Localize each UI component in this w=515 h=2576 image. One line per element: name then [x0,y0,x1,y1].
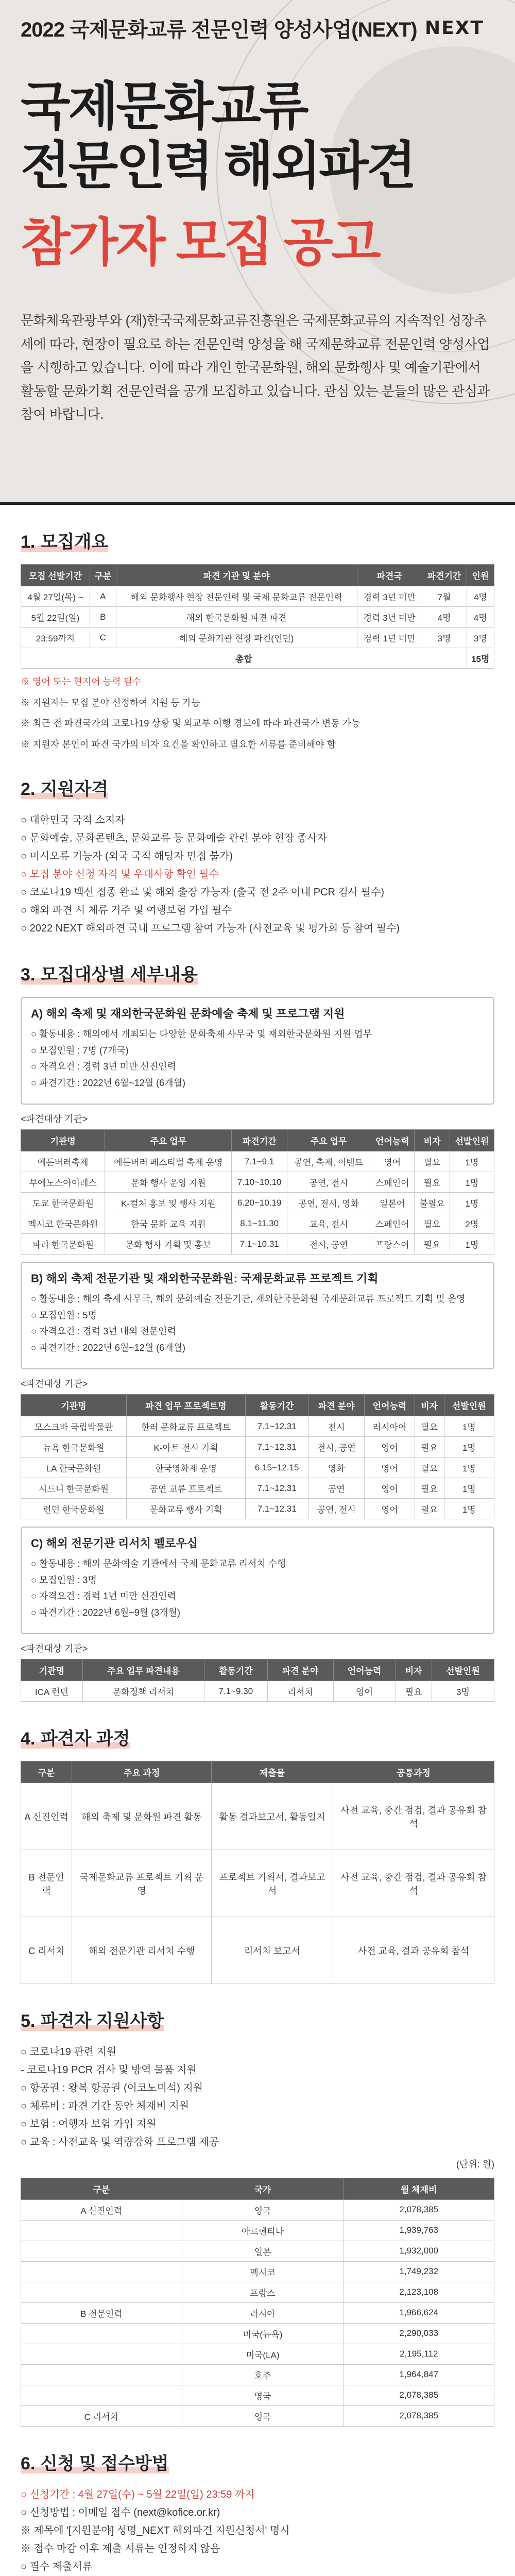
application-list: ○ 신청기간 : 4월 27일(수) ~ 5월 22일(일) 23:59 까지 ○ 신청방법 : 이메일 접수 (next@kofice.or.kr) ※ 제목에 '[지원분야] 성명_NEXT 해외파견 지원신청서' 명시 ※ 접수 마감 이후 제출 서류는 인정하지 않음 ○ 필수 제출서류 [21,2486,494,2576]
budget-table: 구분 국가 월 체재비 A 신진인력 영국 2,078,385 아르헨티나 1,939,763 일본 1,932,000 멕시코 1,749,232 프랑스 2,123,108 B 전문인력 러시아 1,966,624 미국(뉴욕) 2,290,033 미국(LA) 2,195,112 호주 1,964,847 영국 2,078,385 C 리서치 영국 2,078,385 [21,2178,494,2427]
table-row: A 신진인력 해외 축제 및 문화원 파견 활동 활동 결과보고서, 활동일지 사전 교육, 중간 점검, 결과 공유회 참석 [21,1783,494,1850]
section-application [0,2449,515,2576]
table-row: ICA 런던 문화정책 리서치 7.1~9.30 리서치 영어 필요 3명 [21,1681,494,1702]
category-a-table: 기관명 주요 업무 파견기간 주요 업무 언어능력 비자 선발인원 에든버러축제 에든버러 페스티벌 축제 운영 7.1~9.1 공연, 축제, 이벤트 영어 필요 1명 부에노스아이레스 문화 행사 운영 지원 7.10~10.10 공연, 전시 스페인어 필요 1명 도쿄 한국문화원 K-컬처 홍보 및 행사 지원 6.20~10.19 공연, 전시, 영화 일본어 불필요 1명 멕시코 한국문화원 한국 문화 교육 지원 8.1~11.30 교육, 전시 스페인어 필요 2명 파리 한국문화원 문화 행사 기획 및 홍보 7.1~10.31 전시, 공연 프랑스어 필요 1명 [21,1129,494,1255]
table-row: C 리서치 영국 2,078,385 [21,2405,494,2426]
overview-table: 모집 선발기간 구분 파견 기관 및 분야 파견국 파견기간 인원 4월 27일(목) ~ A 해외 문화행사 현장 전문인력 및 국제 문화교류 전문인력 경력 3년 미만 7월 4명 5월 22일(일) B 해외 한국문화원 파견 파견 경력 3년 미만 4명 4명 23:59까지 C 해외 문화기관 현장 파견(인턴) 경력 1년 미만 3명 3명 총합 15명 [21,564,494,669]
email-link[interactable]: ○ 신청방법 : 이메일 접수 (next@kofice.or.kr) [21,2506,220,2518]
note: ※ 영어 또는 현지어 능력 필수 [21,676,142,687]
section-title: 6. 신청 및 접수방법 [21,2453,169,2473]
category-c-box: C) 해외 전문기관 리서치 펠로우십 ○ 활동내용 : 해외 문화예술 기관에서 국제 문화교류 리서치 수행 ○ 모집인원 : 3명 ○ 자격요건 : 경력 1년 미만 신진인력 ○ 파견기간 : 2022년 6월~9월 (3개월) [21,1527,494,1634]
table-row: B 전문인력 러시아 1,966,624 [21,2302,494,2323]
table-row: LA 한국문화원 한국영화제 운영 6.15~12.15 영화 영어 필요 1명 [21,1458,494,1478]
table-row: 영국 2,078,385 [21,2385,494,2405]
table-row: 부에노스아이레스 문화 행사 운영 지원 7.10~10.10 공연, 전시 스페인어 필요 1명 [21,1172,494,1193]
intro-text: 문화체육관광부와 (재)한국국제문화교류진흥원은 국제문화교류의 지속적인 성장추세에 따라, 현장이 필요로 하는 전문인력 양성을 해 국제문화교류 전문인력 양성사업을 시행하고 있습니다. 이에 따라 개인 한국문화원, 해외 문화행사 및 예술기관에서 활동할 문화기획 전문인력을 공개 모집하고 있습니다. 관심 있는 분들의 많은 관심과 참여 바랍니다. [21,313,490,422]
section-support: 5. 파견자 지원사항 ○ 코로나19 관련 지원 - 코로나19 PCR 검사 및 방역 물품 지원 ○ 항공권 : 왕복 항공권 (이코노미석) 지원 ○ 체류비 : 파견 기간 동안 체재비 지원 ○ 보험 : 여행자 보험 가입 지원 ○ 교육 : 사전교육 및 역량강화 프로그램 제공 (단위: 원) 구분 국가 월 체재비 A 신진인력 영국 2,078,385 아르헨티나 1,939,763 일본 1,932,000 멕시코 1,749,232 프랑스 2,123,108 B 전문인력 러시아 1,966,624 미국(뉴욕) 2,290,033 미국(LA) 2,195,112 호주 1,964,847 영국 2,078,385 C 리서치 영국 2,078,385 [0,2007,515,2427]
table-row: C 리서치 해외 전문기관 리서치 수행 리서치 보고서 사전 교육, 결과 공유회 참석 [21,1917,494,1984]
section-recruit-overview [0,528,515,752]
category-b-table: 기관명 파견 업무 프로젝트명 활동기간 파견 분야 언어능력 비자 선발인원 모스크바 국립박물관 한러 문화교류 프로젝트 7.1~12.31 전시 러시아어 필요 1명 뉴욕 한국문화원 K-아트 전시 기획 7.1~12.31 전시, 공연 영어 필요 1명 LA 한국문화원 한국영화제 운영 6.15~12.15 영화 영어 필요 1명 시드니 한국문화원 공연 교류 프로젝트 7.1~12.31 공연 영어 필요 1명 런던 한국문화원 문화교류 행사 기획 7.1~12.31 공연, 전시 영어 필요 1명 [21,1394,494,1519]
hero-banner [0,0,515,505]
table-row: 4월 27일(목) ~ A 해외 문화행사 현장 전문인력 및 국제 문화교류 전문인력 경력 3년 미만 7월 4명 [21,586,494,607]
title-line-3: 참가자 모집 공고 [21,214,379,272]
note: ※ 지원자 본인이 파견 국가의 비자 요건을 확인하고 필요한 서류를 준비해야 함 [21,739,336,750]
title-line-1: 국제문화교류 전문인력 해외파견 [21,78,415,195]
top-bar [0,0,515,43]
section-title: 4. 파견자 과정 [21,1729,130,1749]
table-row: 뉴욕 한국문화원 K-아트 전시 기획 7.1~12.31 전시, 공연 영어 필요 1명 [21,1437,494,1458]
table-row: 아르헨티나 1,939,763 [21,2220,494,2241]
table-row: 일본 1,932,000 [21,2241,494,2261]
table-row: 미국(LA) 2,195,112 [21,2344,494,2364]
support-list: ○ 코로나19 관련 지원 - 코로나19 PCR 검사 및 방역 물품 지원 ○ 항공권 : 왕복 항공권 (이코노미석) 지원 ○ 체류비 : 파견 기간 동안 체재비 지원 ○ 보험 : 여행자 보험 가입 지원 ○ 교육 : 사전교육 및 역량강화 프로그램 제공 [21,2046,219,2148]
section-details: 3. 모집대상별 세부내용 A) 해외 축제 및 재외한국문화원 문화예술 축제 및 프로그램 지원 ○ 활동내용 : 해외에서 개최되는 다양한 문화축제 사무국 및 재외한국문화원 지원 업무 ○ 모집인원 : 7명 (7개국) ○ 자격요건 : 경력 3년 미만 신진인력 ○ 파견기간 : 2022년 6월~12월 (6개월) <파견대상 기관> 기관명 주요 업무 파견기간 주요 업무 언어능력 비자 선발인원 에든버러축제 에든버러 페스티벌 축제 운영 7.1~9.1 공연, 축제, 이벤트 영어 필요 1명 부에노스아이레스 문화 행사 운영 지원 7.10~10.10 공연, 전시 스페인어 필요 1명 도쿄 한국문화원 K-컬처 홍보 및 행사 지원 6.20~10.19 공연, 전시, 영화 일본어 불필요 1명 멕시코 한국문화원 한국 문화 교육 지원 8.1~11.30 교육, 전시 스페인어 필요 2명 파리 한국문화원 문화 행사 기획 및 홍보 7.1~10.31 전시, 공연 프랑스어 필요 1명 B) 해외 축제 전문기관 및 재외한국문화원: 국제문화교류 프로젝트 기획 ○ 활동내용 : 해외 축제 사무국, 해외 문화예술 전문기관, 재외한국문화원 국제문화교류 프로젝트 기획 및 운영 ○ 모집인원 : 5명 ○ 자격요건 : 경력 3년 내외 전문인력 ○ 파견기간 : 2022년 6월~12월 (6개월) <파견대상 기관> 기관명 파견 업무 프로젝트명 활동기간 파견 분야 언어능력 비자 선발인원 모스크바 국립박물관 한러 문화교류 프로젝트 7.1~12.31 전시 러시아어 필요 1명 뉴욕 한국문화원 K-아트 전시 기획 7.1~12.31 전시, 공연 영어 필요 1명 LA 한국문화원 한국영화제 운영 6.15~12.15 영화 영어 필요 1명 시드니 한국문화원 공연 교류 프로젝트 7.1~12.31 공연 영어 필요 1명 런던 한국문화원 문화교류 행사 기획 7.1~12.31 공연, 전시 영어 필요 1명 C) 해외 전문기관 리서치 펠로우십 ○ 활동내용 : 해외 문화예술 기관에서 국제 문화교류 리서치 수행 ○ 모집인원 : 3명 ○ 자격요건 : 경력 1년 미만 신진인력 ○ 파견기간 : 2022년 6월~9월 (3개월) <파견대상 기관> 기관명 주요 업무 파견내용 활동기간 파견 분야 언어능력 비자 선발인원 ICA 런던 문화정책 리서치 7.1~9.30 리서치 영어 필요 3명 [0,960,515,1702]
table-row: 시드니 한국문화원 공연 교류 프로젝트 7.1~12.31 공연 영어 필요 1명 [21,1478,494,1499]
table-row: 멕시코 1,749,232 [21,2261,494,2282]
table-row: 미국(뉴욕) 2,290,033 [21,2323,494,2344]
section-title: 5. 파견자 지원사항 [21,2011,164,2031]
category-b-box: B) 해외 축제 전문기관 및 재외한국문화원: 국제문화교류 프로젝트 기획 ○ 활동내용 : 해외 축제 사무국, 해외 문화예술 전문기관, 재외한국문화원 국제문화교류 프로젝트 기획 및 운영 ○ 모집인원 : 5명 ○ 자격요건 : 경력 3년 내외 전문인력 ○ 파견기간 : 2022년 6월~12월 (6개월) [21,1262,494,1369]
category-c-table: 기관명 주요 업무 파견내용 활동기간 파견 분야 언어능력 비자 선발인원 ICA 런던 문화정책 리서치 7.1~9.30 리서치 영어 필요 3명 [21,1659,494,1702]
table-row: 프랑스 2,123,108 [21,2282,494,2302]
section-process [0,1724,515,1984]
table-row: 23:59까지 C 해외 문화기관 현장 파견(인턴) 경력 1년 미만 3명 3명 [21,628,494,648]
section-title: 2. 지원자격 [21,779,109,800]
table-total-row: 총합 15명 [21,648,494,669]
note: ※ 최근 전 파견국가의 코로나19 상황 및 외교부 여행 경보에 따라 파견국가 변동 가능 [21,718,360,729]
table-row: 멕시코 한국문화원 한국 문화 교육 지원 8.1~11.30 교육, 전시 스페인어 필요 2명 [21,1213,494,1234]
table-row: 호주 1,964,847 [21,2364,494,2385]
section-title: 1. 모집개요 [21,532,109,552]
category-a-box: A) 해외 축제 및 재외한국문화원 문화예술 축제 및 프로그램 지원 ○ 활동내용 : 해외에서 개최되는 다양한 문화축제 사무국 및 재외한국문화원 지원 업무 ○ 모집인원 : 7명 (7개국) ○ 자격요건 : 경력 3년 미만 신진인력 ○ 파견기간 : 2022년 6월~12월 (6개월) [21,997,494,1105]
next-logo: NEXT [424,18,484,39]
program-name: 2022 국제문화교류 전문인력 양성사업(NEXT) [21,19,417,41]
table-row: A 신진인력 영국 2,078,385 [21,2199,494,2220]
table-row: 런던 한국문화원 문화교류 행사 기획 7.1~12.31 공연, 전시 영어 필요 1명 [21,1499,494,1519]
table-row: 도쿄 한국문화원 K-컬처 홍보 및 행사 지원 6.20~10.19 공연, 전시, 영화 일본어 불필요 1명 [21,1193,494,1213]
section-eligibility [0,775,515,938]
section-title: 3. 모집대상별 세부내용 [21,965,198,985]
note: ※ 지원자는 모집 분야 선정하여 지원 등 가능 [21,697,200,708]
table-row: 파리 한국문화원 문화 행사 기획 및 홍보 7.1~10.31 전시, 공연 프랑스어 필요 1명 [21,1234,494,1255]
table-row: B 전문인력 국제문화교류 프로젝트 기획 운영 프로젝트 기획서, 결과보고서 사전 교육, 중간 점검, 결과 공유회 참석 [21,1850,494,1917]
divider [0,502,515,505]
table-row: 5월 22일(일) B 해외 한국문화원 파견 파견 경력 3년 미만 4명 4명 [21,607,494,628]
table-row: 에든버러축제 에든버러 페스티벌 축제 운영 7.1~9.1 공연, 축제, 이벤트 영어 필요 1명 [21,1151,494,1172]
table-row: 모스크바 국립박물관 한러 문화교류 프로젝트 7.1~12.31 전시 러시아어 필요 1명 [21,1416,494,1437]
eligibility-list: ○ 대한민국 국적 소지자 ○ 문화예술, 문화콘텐츠, 문화교류 등 문화예술 관련 분야 현장 종사자 ○ 미시오류 기능자 (외국 국적 해당자 면접 불가) ○ 모집 분야 신청 자격 및 우대사항 확인 필수 ○ 코로나19 백신 접종 완료 및 해외 출장 가능자 (출국 전 2주 이내 PCR 검사 필수) ○ 해외 파견 시 체류 거주 및 여행보험 가입 필수 ○ 2022 NEXT 해외파견 국내 프로그램 참여 가능자 (사전교육 및 평가회 등 참여 필수) [21,815,400,935]
process-table: 구분 주요 과정 제출물 공통과정 A 신진인력 해외 축제 및 문화원 파견 활동 활동 결과보고서, 활동일지 사전 교육, 중간 점검, 결과 공유회 참석 B 전문인력 국제문화교류 프로젝트 기획 운영 프로젝트 기획서, 결과보고서 사전 교육, 중간 점검, 결과 공유회 참석 C 리서치 해외 전문기관 리서치 수행 리서치 보고서 사전 교육, 결과 공유회 참석 [21,1761,494,1984]
